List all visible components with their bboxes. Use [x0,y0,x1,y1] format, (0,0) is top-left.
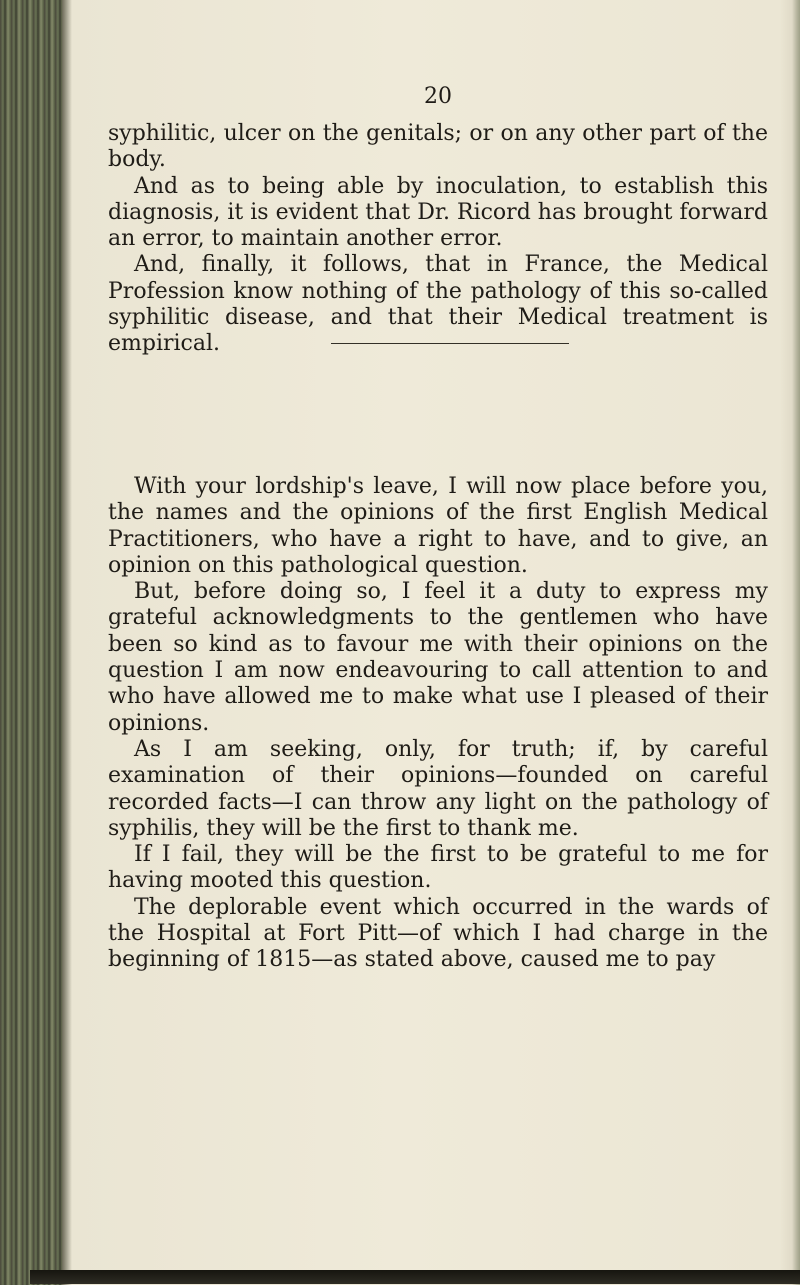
book-binding [0,0,62,1285]
paragraph-continuation: syphilitic, ulcer on the genitals; or on any other part of the body. [108,121,768,173]
page-edge-shadow [792,0,800,1285]
section-divider [331,343,569,344]
paragraph: The deplorable event which occurred in the wards of the Hospital at Fort Pitt—of which I had charge in the beginning of 1815—as stated above, caused me to pay [108,894,768,973]
paragraph: If I fail, they will be the first to be grateful to me for having mooted this question. [108,842,768,894]
paragraph: But, before doing so, I feel it a duty to express my grateful acknowledgments to the gentlemen who have been so kind as to favour me with their opinions on the question I am now endeavouring to call attention to and who have allowed me to make what use I pleased of their opinions. [108,579,768,736]
page-number: 20 [424,84,452,109]
paragraph: And, finally, it follows, that in France, the Medical Profession know nothing of the pathology of this so-called syphilitic disease, and that their Medical treatment is empirical. [108,252,768,357]
paragraph: And as to being able by inoculation, to establish this diagnosis, it is evident that Dr. Ricord has brought forward an error, to maintain another error. [108,173,768,252]
paragraph: As I am seeking, only, for truth; if, by careful examination of their opinions—founded on careful recorded facts—I can throw any light on the pathology of syphilis, they will be the first to thank me. [108,736,768,841]
bottom-edge-bar [30,1270,800,1284]
text-block-upper [108,121,768,358]
paragraph: With your lordship's leave, I will now place before you, the names and the opinions of the first English Medical Practitioners, who have a right to have, and to give, an opinion on this pathological question. [108,474,768,578]
binding-shadow [62,0,72,1285]
text-block-lower [108,474,768,974]
